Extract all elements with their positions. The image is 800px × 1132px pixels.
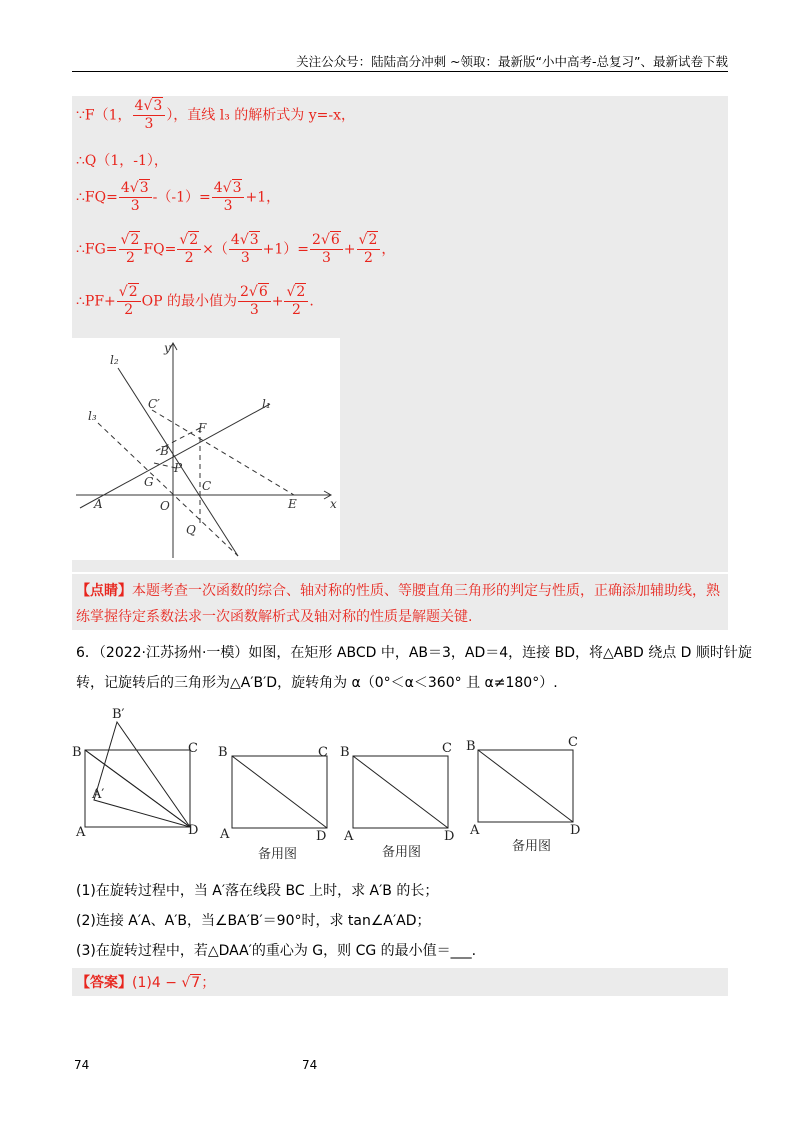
spare1-label-d: D [316, 829, 327, 844]
spare3-label-c: C [568, 735, 578, 750]
page-number-center: 74 [302, 1058, 318, 1072]
coordinate-diagram [72, 338, 340, 560]
question-1: (1)在旋转过程中，当 A′落在线段 BC 上时，求 A′B 的长； [76, 883, 439, 899]
label-x: x [330, 497, 337, 511]
label-p: P [174, 461, 183, 475]
spare1-caption: 备用图 [258, 847, 298, 862]
label-y: y [164, 341, 171, 355]
solution-line-5: ∴PF+ $\frac{√2}{2}$ OP 的最小值为 $\frac{2√6}{3}$ + $\frac{√2}{2}$ . [76, 284, 314, 318]
note [76, 578, 726, 630]
spare2-label-a: A [344, 829, 354, 844]
main-label-a-prime: A′ [92, 787, 105, 802]
spare2-caption: 备用图 [382, 845, 422, 860]
answer-end: ； [201, 975, 216, 991]
label-b: B [160, 444, 169, 458]
spare2-label-d: D [444, 829, 455, 844]
label-f: F [198, 421, 207, 435]
spare3-label-d: D [570, 823, 581, 838]
label-c-prime: C′ [148, 397, 160, 411]
solution-line-1: ∵F（1， $\frac{4√3}{3}$ ），直线 l₃ 的解析式为 y=-x， [76, 98, 356, 132]
label-g: G [144, 475, 154, 489]
page-number-left: 74 [74, 1058, 90, 1072]
spare2-label-b: B [340, 745, 350, 760]
page-header: 关注公众号：陆陆高分冲刺 ~领取：最新版“小中高考-总复习”、最新试卷下载 [296, 54, 728, 69]
spare2-label-c: C [442, 741, 452, 756]
spare3-label-b: B [466, 739, 476, 754]
fraction: $\frac{4√3}{3}$ [133, 98, 166, 133]
solution-line-2: ∴Q（1，-1）， [76, 153, 168, 169]
label-l3: l₃ [88, 409, 97, 423]
answer-radicand: 7 [191, 975, 201, 991]
spare1-label-a: A [220, 827, 230, 842]
problem-line-1: 6．（2022·江苏扬州·一模）如图，在矩形 ABCD 中，AB＝3，AD＝4，连接 BD，将△ABD 绕点 D 顺时针旋 [76, 645, 752, 661]
main-label-d: D [188, 823, 199, 838]
problem-line-2: 转，记旋转后的三角形为△A′B′D，旋转角为 α（0°＜α＜360° 且 α≠180°）. [76, 675, 558, 691]
solution-line-3: ∴FQ= $\frac{4√3}{3}$ -（-1）= $\frac{4√3}{3}$ +1， [76, 180, 281, 214]
answer-tag: 【答案】 [76, 975, 132, 991]
spare3-caption: 备用图 [512, 839, 552, 854]
main-label-c: C [188, 741, 198, 756]
label-a: A [94, 497, 103, 511]
spare1-label-c: C [318, 745, 328, 760]
header-divider [72, 71, 728, 72]
rotation-figures [72, 700, 592, 870]
answer-text: (1)4 − [132, 975, 182, 991]
note-tag: 【点睛】 [76, 583, 132, 599]
main-label-b-prime: B′ [112, 707, 125, 722]
note-text: 本题考查一次函数的综合、轴对称的性质、等腰直角三角形的判定与性质，正确添加辅助线，熟练掌握待定系数法求一次函数解析式及轴对称的性质是解题关键. [76, 583, 720, 625]
spare1-label-b: B [218, 745, 228, 760]
spare3-label-a: A [470, 823, 480, 838]
label-l1: l₁ [262, 397, 271, 411]
label-o: O [160, 499, 170, 513]
question-2: (2)连接 A′A、A′B，当∠BA′B′＝90°时，求 tan∠A′AD； [76, 913, 431, 929]
main-label-b: B [72, 745, 82, 760]
answer-bar: 【答案】(1)4 − √7； [72, 968, 728, 996]
label-c: C [202, 479, 212, 493]
question-3: (3)在旋转过程中，若△DAA′的重心为 G，则 CG 的最小值＝___. [76, 943, 477, 959]
label-e: E [288, 497, 297, 511]
label-l2: l₂ [110, 353, 119, 367]
main-label-a: A [76, 825, 86, 840]
solution-line-4: ∴FG= $\frac{√2}{2}$ FQ= $\frac{√2}{2}$ ×（ $\frac{4√3}{3}$ +1）= $\frac{2√6}{3}$ + $\frac{√2}{2}$ ， [76, 232, 396, 266]
label-q: Q [186, 523, 196, 537]
